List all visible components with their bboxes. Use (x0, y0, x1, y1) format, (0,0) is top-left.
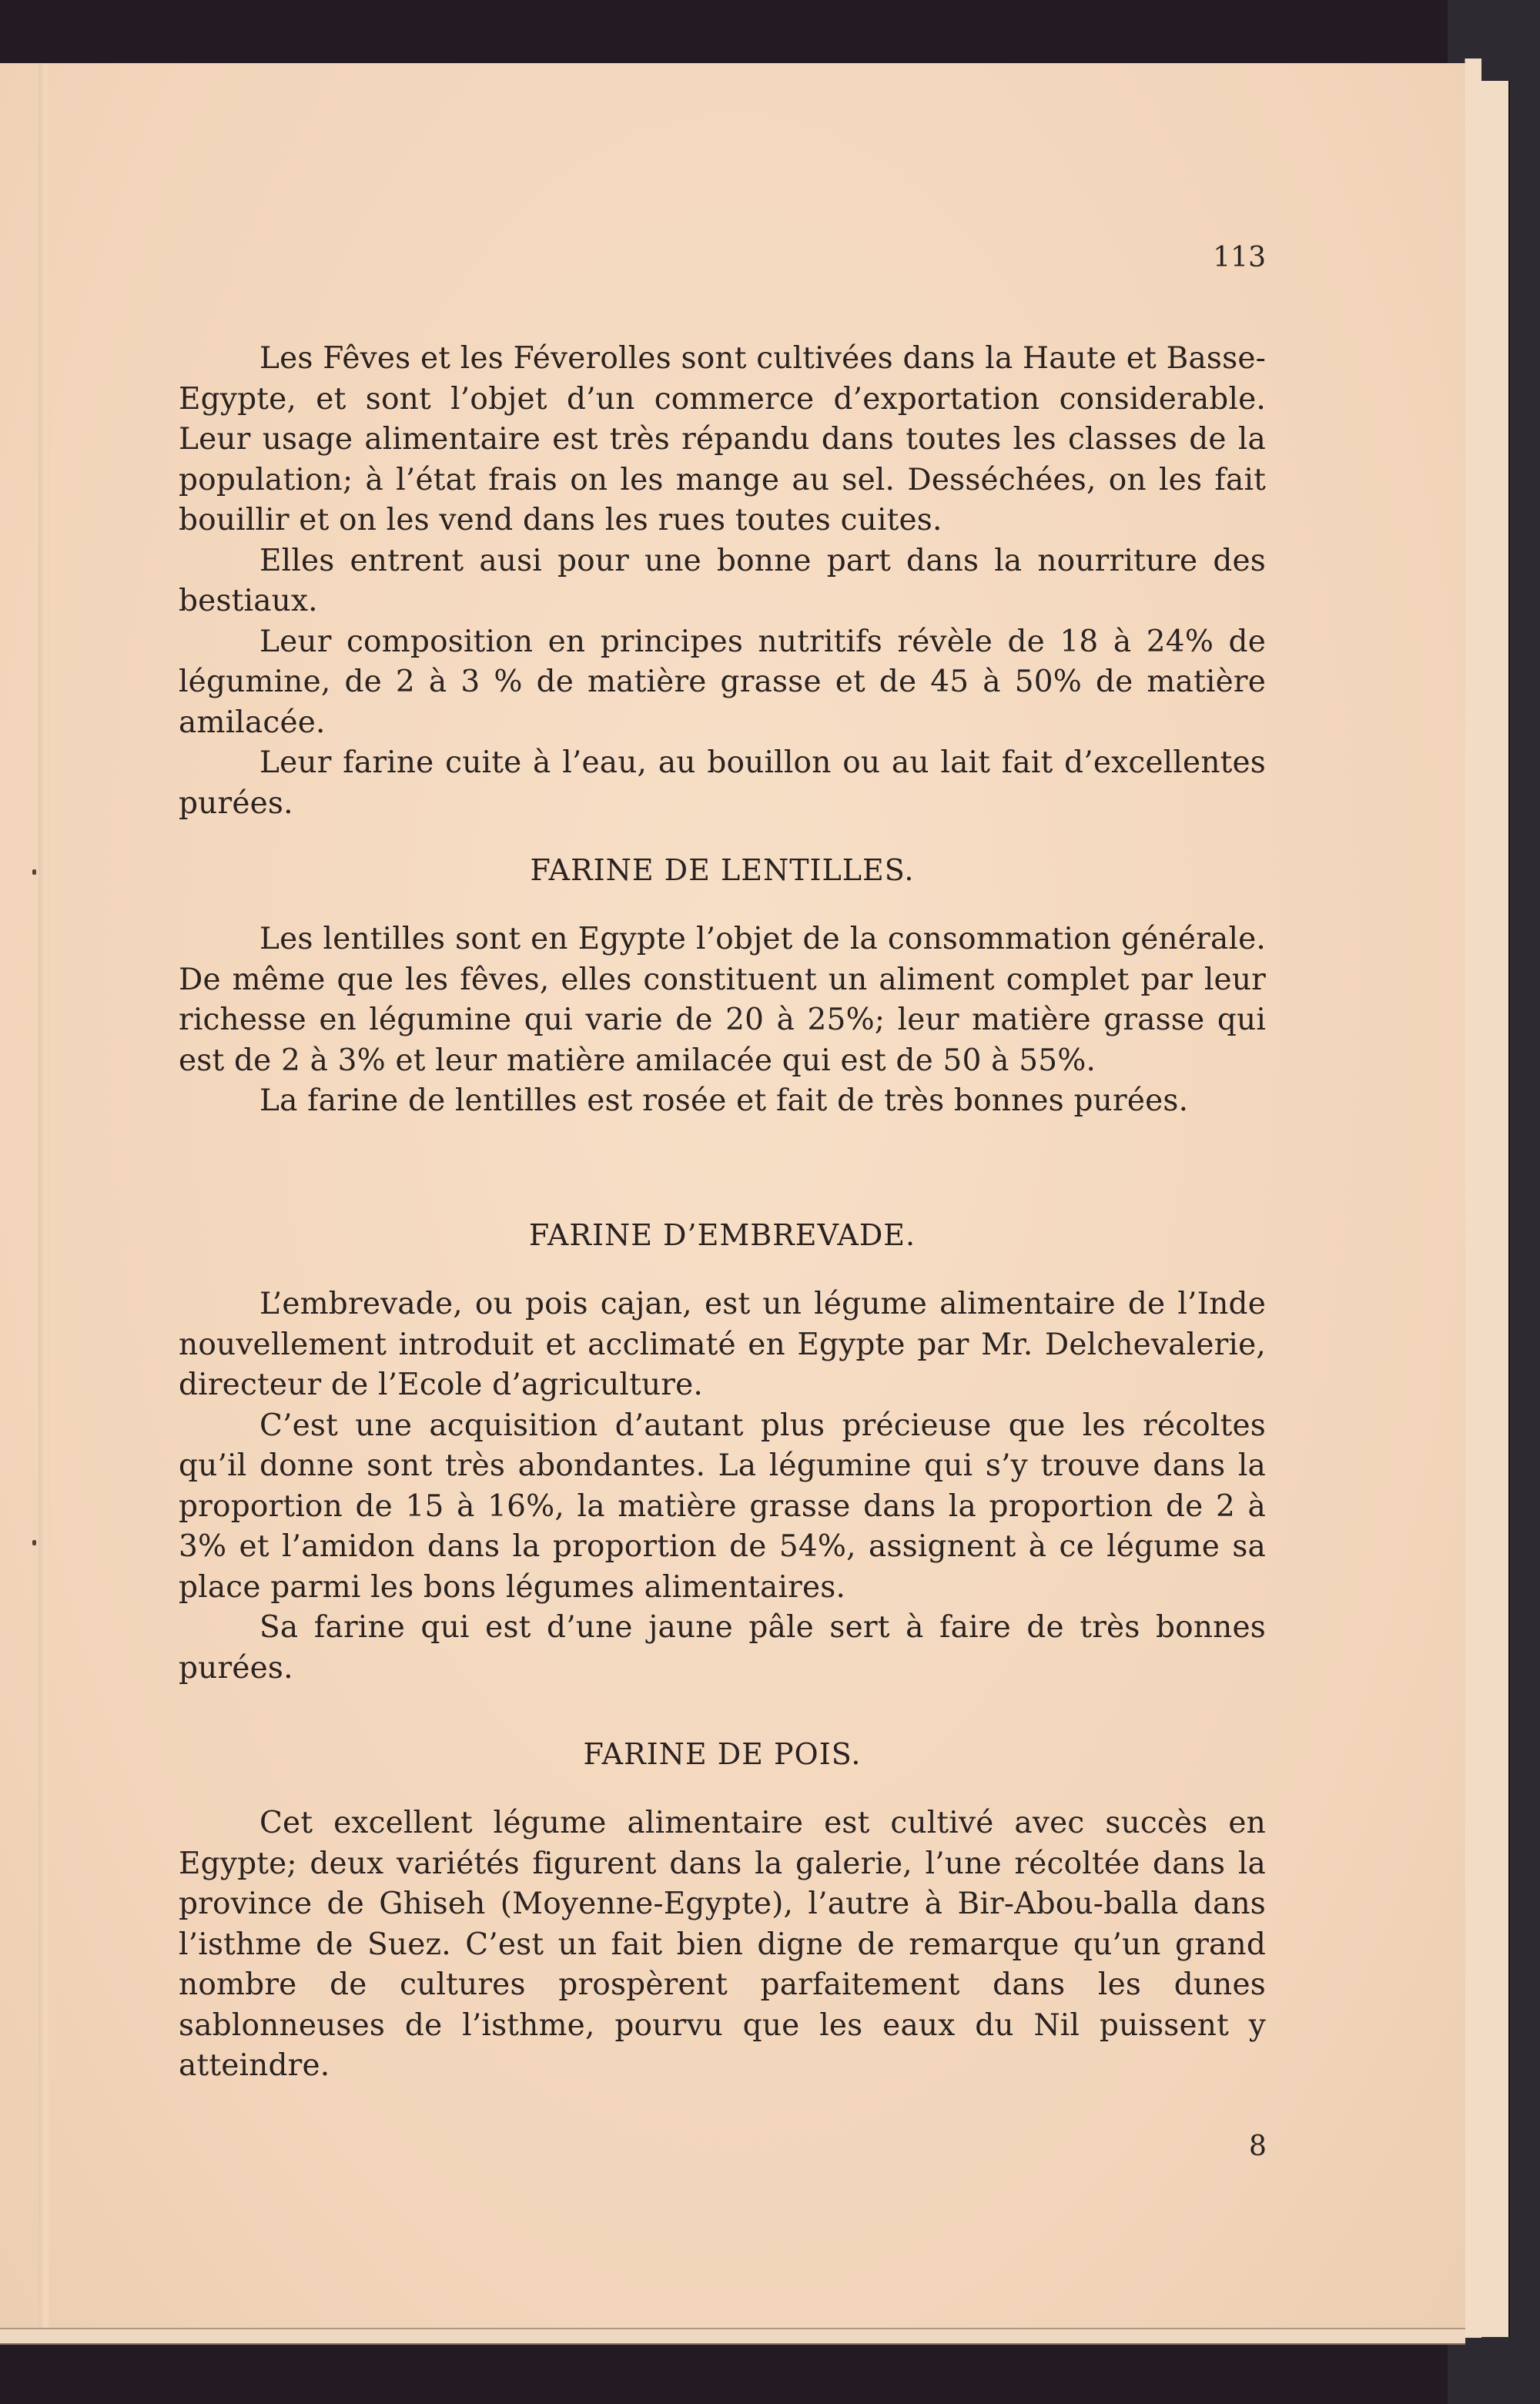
section-embrevade (179, 1215, 1266, 1689)
section-heading: FARINE DE LENTILLES. (530, 853, 915, 887)
paragraph: C’est une acquisition d’autant plus précieuse que les récoltes qu’il donne sont très abondantes. La légumine qui s’y trouve dans la proportion de 15 à 16%, la matière grasse dans la proportion de 2 à 3% et l’amidon dans la proportion de 54%, assignent à ce légume sa place parmi les bons légumes alimentaires. (179, 1408, 1266, 1605)
binding-stitch (32, 1540, 36, 1545)
paragraph: Sa farine qui est d’une jaune pâle sert à faire de très bonnes purées. (179, 1610, 1266, 1686)
book-page (0, 63, 1465, 2345)
paragraph: La farine de lentilles est rosée et fait de très bonnes purées. (259, 1083, 1189, 1118)
section-pois (179, 1734, 1266, 2087)
paragraph: Les Fêves et les Féverolles sont cultivées dans la Haute et Basse-Egypte, et sont l’objet d’un commerce d’exportation considerable. Leur usage alimentaire est très répandu dans toutes les classes de la population; à l’état frais on les mange au sel. Desséchées, on les fait bouillir et on les vend dans les rues toutes cuites. (179, 341, 1266, 537)
intro-section (179, 339, 1266, 824)
paragraph: Cet excellent légume alimentaire est cultivé avec succès en Egypte; deux variétés figurent dans la galerie, l’une récoltée dans la province de Ghiseh (Moyenne-Egypte), l’autre à Bir-Abou-balla dans l’isthme de Suez. C’est un fait bien digne de remarque qu’un grand nombre de cultures prospèrent parfaitement dans les dunes sablonneuses de l’isthme, pourvu que les eaux du Nil puissent y atteindre. (179, 1806, 1266, 2083)
section-heading: FARINE D’EMBREVADE. (528, 1218, 916, 1252)
page-bottom-edge (0, 2328, 1465, 2345)
section-lentilles (179, 850, 1266, 1122)
binding-stitch (32, 869, 36, 875)
page-stack-leaf (1481, 81, 1510, 2337)
page-number: 113 (1213, 242, 1266, 273)
paragraph: Elles entrent ausi pour une bonne part dans la nourriture des bestiaux. (179, 543, 1266, 618)
paragraph: L’embrevade, ou pois cajan, est un légume alimentaire de l’Inde nouvellement introduit et acclimaté en Egypte par Mr. Delchevalerie, directeur de l’Ecole d’agriculture. (179, 1287, 1266, 1402)
gutter-fold (38, 63, 49, 2345)
signature-mark: 8 (1249, 2131, 1267, 2162)
paragraph: Leur farine cuite à l’eau, au bouillon ou au lait fait d’excellentes purées. (179, 745, 1266, 821)
page-stack-leaf (1465, 59, 1481, 2338)
paragraph: Leur composition en principes nutritifs révèle de 18 à 24% de légumine, de 2 à 3 % de matière grasse et de 45 à 50% de matière amilacée. (179, 624, 1266, 740)
paragraph: Les lentilles sont en Egypte l’objet de la consommation générale. De même que les fêves, elles constituent un aliment complet par leur richesse en légumine qui varie de 20 à 25%; leur matière grasse qui est de 2 à 3% et leur matière amilacée qui est de 50 à 55%. (179, 922, 1266, 1078)
section-heading: FARINE DE POIS. (583, 1737, 862, 1771)
